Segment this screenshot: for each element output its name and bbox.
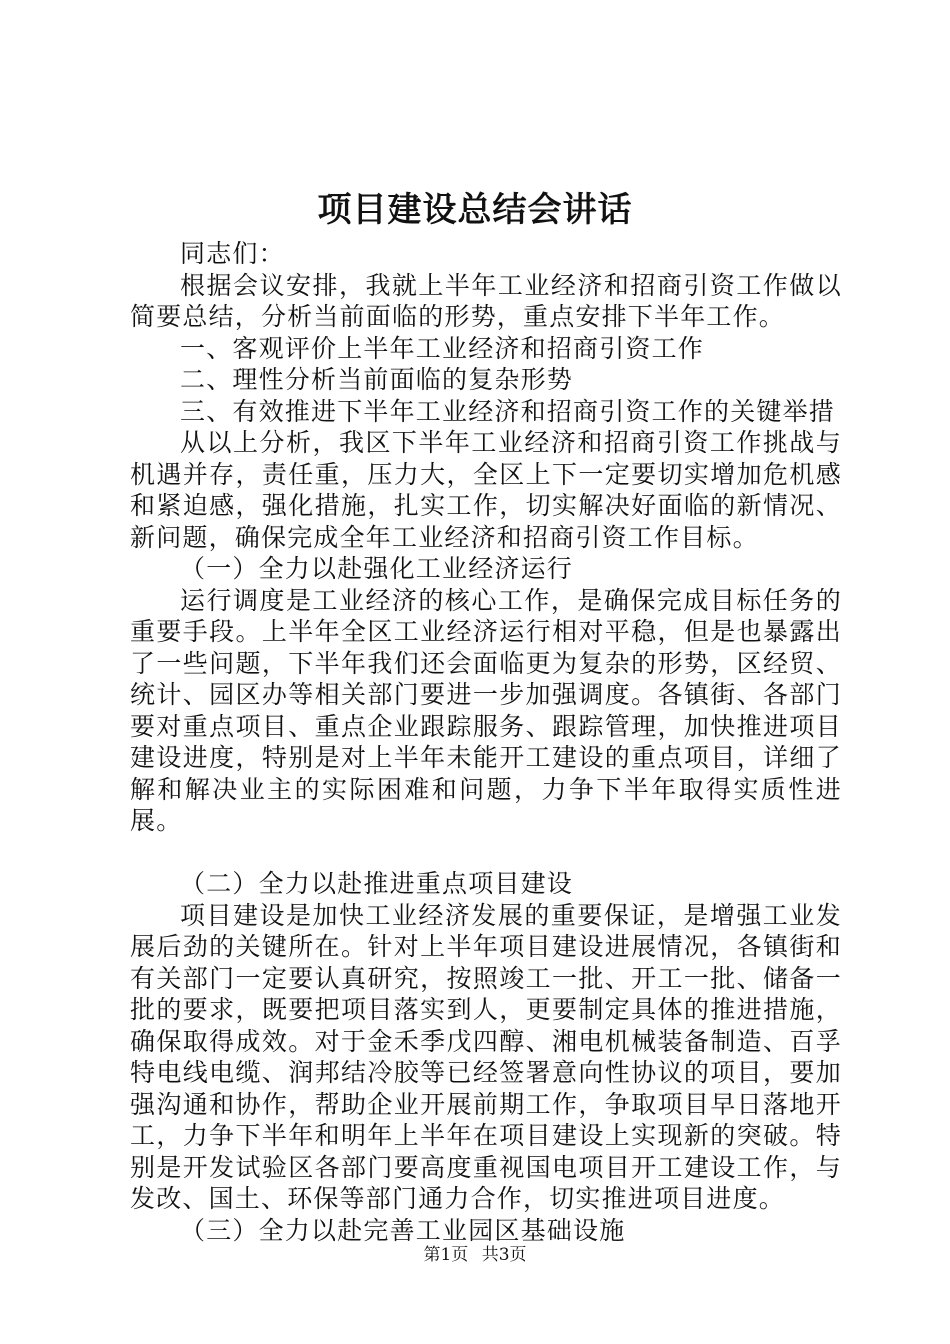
analysis-paragraph: 从以上分析，我区下半年工业经济和招商引资工作挑战与机遇并存，责任重，压力大，全区上下一定要切实增加危机感和紧迫感，强化措施，扎实工作，切实解决好面临的新情况、新问题，确保完成全年工业经济和招商引资工作目标。 [130,428,842,552]
blank-line [130,837,842,869]
subsection-heading-3: （三）全力以赴完善工业园区基础设施 [180,1215,626,1245]
salutation: 同志们： [180,239,285,268]
page-total: 共3页 [481,1245,527,1265]
subsection-heading-1: （一）全力以赴强化工业经济运行 [180,554,574,583]
document-title: 项目建设总结会讲话 [317,190,633,230]
page-footer [0,1243,950,1267]
page-number: 第1页 [423,1245,469,1265]
subsection-heading-2: （二）全力以赴推进重点项目建设 [180,869,574,898]
section-heading-2: 二、理性分析当前面临的复杂形势 [180,365,574,394]
projects-paragraph: 项目建设是加快工业经济发展的重要保证，是增强工业发展后劲的关键所在。针对上半年项目建设进展情况，各镇街和有关部门一定要认真研究，按照竣工一批、开工一批、储备一批的要求，既要把项目落实到人，更要制定具体的推进措施，确保取得成效。对于金禾季戊四醇、湘电机械装备制造、百孚特电线电缆、润邦结冷胶等已经签署意向性协议的项目，要加强沟通和协作，帮助企业开展前期工作，争取项目早日落地开工，力争下半年和明年上半年在项目建设上实现新的突破。特别是开发试验区各部门要高度重视国电项目开工建设工作，与发改、国土、环保等部门通力合作，切实推进项目进度。 [130,900,842,1213]
section-heading-1: 一、客观评价上半年工业经济和招商引资工作 [180,333,705,363]
section-heading-3: 三、有效推进下半年工业经济和招商引资工作的关键举措 [180,396,836,426]
operations-paragraph: 运行调度是工业经济的核心工作，是确保完成目标任务的重要手段。上半年全区工业经济运行相对平稳，但是也暴露出了一些问题，下半年我们还会面临更为复杂的形势，区经贸、统计、园区办等相关部门要进一步加强调度。各镇街、各部门要对重点项目、重点企业跟踪服务、跟踪管理，加快推进项目建设进度，特别是对上半年未能开工建设的重点项目，详细了解和解决业主的实际困难和问题，力争下半年取得实质性进展。 [130,585,842,835]
document-body [130,238,842,1246]
intro-paragraph: 根据会议安排，我就上半年工业经济和招商引资工作做以简要总结，分析当前面临的形势，重点安排下半年工作。 [130,270,842,331]
